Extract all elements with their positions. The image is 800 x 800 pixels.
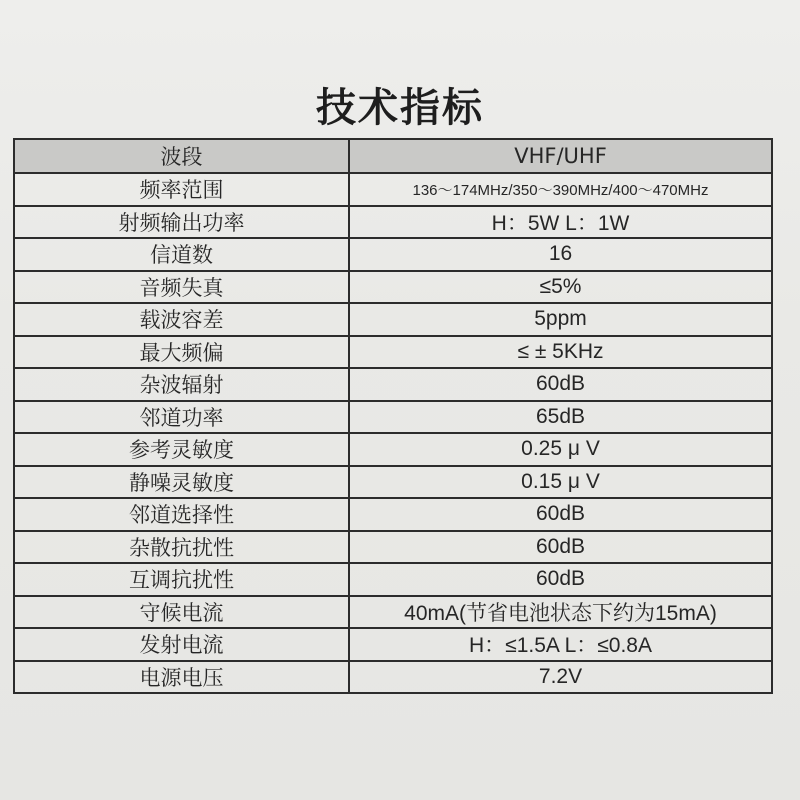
row-value: 136～174MHz/350～390MHz/400～470MHz [349, 173, 772, 206]
row-param: 杂散抗扰性 [14, 531, 349, 564]
row-param: 参考灵敏度 [14, 433, 349, 466]
row-value: 60dB [349, 498, 772, 531]
table-row [14, 336, 772, 369]
table-row [14, 433, 772, 466]
row-value: 60dB [349, 563, 772, 596]
spec-table [13, 138, 773, 694]
header-param: 波段 [14, 139, 349, 173]
table-row [14, 206, 772, 239]
row-param: 邻道功率 [14, 401, 349, 434]
row-value: ≤5% [349, 271, 772, 304]
row-value: 5ppm [349, 303, 772, 336]
table-row [14, 498, 772, 531]
row-value: 65dB [349, 401, 772, 434]
row-value: H：≤1.5A L：≤0.8A [349, 628, 772, 661]
row-param: 电源电压 [14, 661, 349, 694]
table-row [14, 368, 772, 401]
table-row [14, 531, 772, 564]
row-param: 守候电流 [14, 596, 349, 629]
row-value: 0.25 μ V [349, 433, 772, 466]
row-value: ≤ ± 5KHz [349, 336, 772, 369]
row-param: 最大频偏 [14, 336, 349, 369]
table-row [14, 401, 772, 434]
header-value: VHF/UHF [349, 139, 772, 173]
row-param: 音频失真 [14, 271, 349, 304]
row-param: 杂波辐射 [14, 368, 349, 401]
table-row [14, 238, 772, 271]
row-param: 信道数 [14, 238, 349, 271]
row-param: 邻道选择性 [14, 498, 349, 531]
table-header-row [14, 139, 772, 173]
row-param: 互调抗扰性 [14, 563, 349, 596]
table-row [14, 466, 772, 499]
row-param: 发射电流 [14, 628, 349, 661]
row-value: 7.2V [349, 661, 772, 694]
table-row [14, 563, 772, 596]
row-value: 60dB [349, 368, 772, 401]
row-param: 频率范围 [14, 173, 349, 206]
row-param: 载波容差 [14, 303, 349, 336]
row-param: 静噪灵敏度 [14, 466, 349, 499]
table-row [14, 628, 772, 661]
page-title: 技术指标 [316, 85, 484, 131]
row-param: 射频输出功率 [14, 206, 349, 239]
row-value: 0.15 μ V [349, 466, 772, 499]
table-row [14, 303, 772, 336]
row-value: 40mA(节省电池状态下约为15mA) [349, 596, 772, 629]
row-value: H：5W L：1W [349, 206, 772, 239]
table-row [14, 596, 772, 629]
table-row [14, 173, 772, 206]
row-value: 60dB [349, 531, 772, 564]
row-value: 16 [349, 238, 772, 271]
table-row [14, 271, 772, 304]
table-row [14, 661, 772, 694]
